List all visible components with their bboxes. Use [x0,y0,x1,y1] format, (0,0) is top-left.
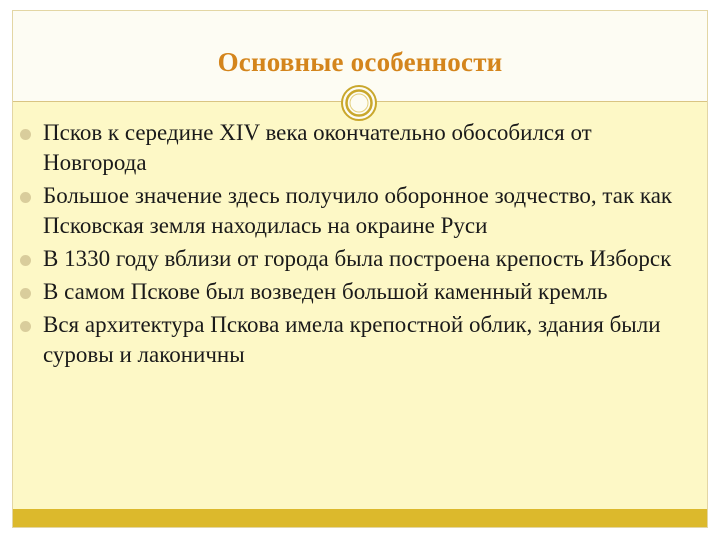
bullet-dot-icon [20,288,31,299]
bullet-dot-icon [20,255,31,266]
bullet-text: В 1330 году вблизи от города была построена крепость Изборск [43,246,672,271]
circle-wreath-icon [339,83,379,123]
slide-title: Основные особенности [217,47,503,77]
bullet-dot-icon [20,129,31,140]
bullet-item [16,244,696,274]
bullet-text: В самом Пскове был возведен большой каменный кремль [43,279,608,304]
bullet-item [16,310,696,370]
bullet-item [16,277,696,307]
bullet-item [16,181,696,241]
bullet-text: Псков к середине XIV века окончательно обособился от Новгорода [43,120,592,175]
bullet-item [16,118,696,178]
bullet-text: Вся архитектура Пскова имела крепостной облик, здания были суровы и лаконичны [43,312,661,367]
bullet-dot-icon [20,321,31,332]
bullet-dot-icon [20,192,31,203]
bullet-text: Большое значение здесь получило оборонное зодчество, так как Псковская земля находилась на окраине Руси [43,183,673,238]
bottom-band [13,509,707,527]
bullet-list [16,118,696,373]
